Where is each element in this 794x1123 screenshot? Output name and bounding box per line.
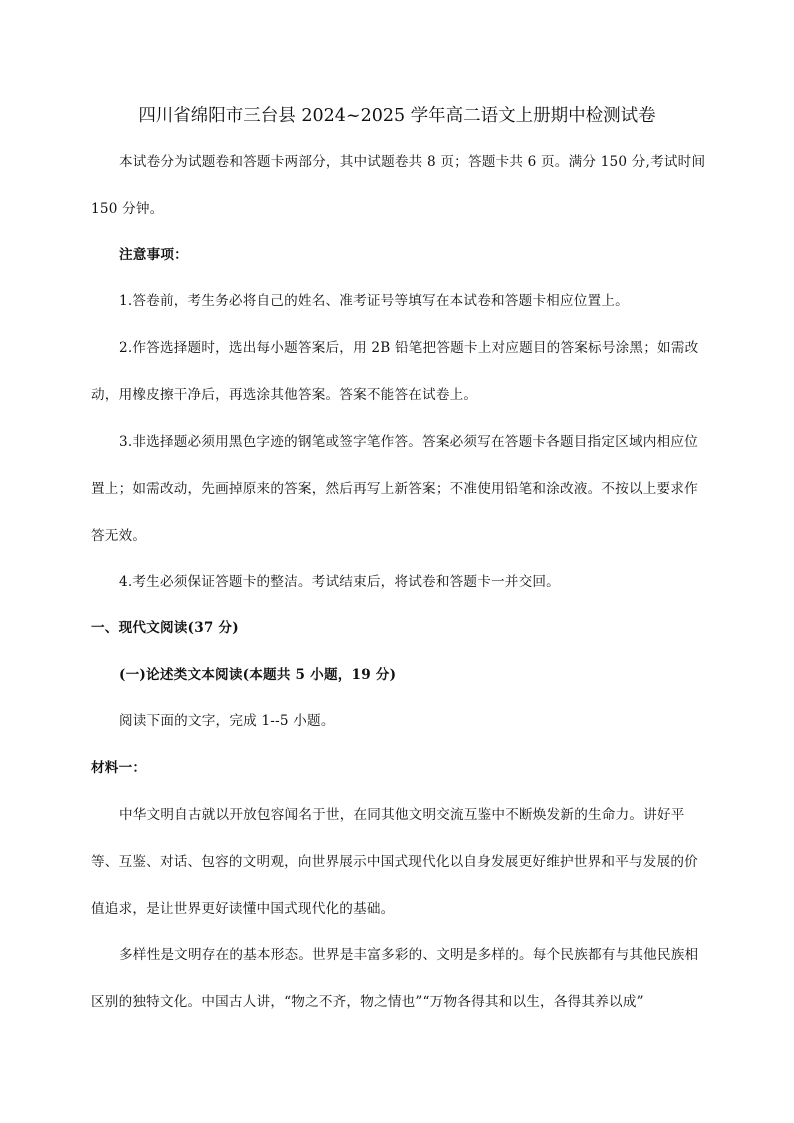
material-1-paragraph-2: 多样性是文明存在的基本形态。世界是丰富多彩的、文明是多样的。每个民族都有与其他民族相区别的独特文化。中国古人讲，“物之不齐，物之情也”“万物各得其和以生，各得其养以成” — [91, 947, 699, 1010]
notice-item-4: 4.考生必须保证答题卡的整洁。考试结束后，将试卷和答题卡一并交回。 — [119, 574, 560, 590]
material-1-heading: 材料一： — [91, 760, 147, 776]
notice-item-3: 3.非选择题必须用黑色字迹的钢笔或签字笔作答。答案必须写在答题卡各题目指定区域内相应位置上；如需改动，先画掉原来的答案，然后再写上新答案；不准使用铅笔和涂改液。不按以上要求作答无效。 — [91, 434, 698, 544]
section-heading-modern-reading: 一、现代文阅读(37 分) — [91, 620, 239, 636]
reading-instruction: 阅读下面的文字，完成 1--5 小题。 — [119, 713, 335, 729]
notice-item-1: 1.答卷前，考生务必将自己的姓名、准考证号等填写在本试卷和答题卡相应位置上。 — [119, 293, 629, 309]
subsection-heading-argumentative: (一)论述类文本阅读(本题共 5 小题，19 分) — [119, 667, 397, 683]
material-1-paragraph-1: 中华文明自古就以开放包容闻名于世，在同其他文明交流互鉴中不断焕发新的生命力。讲好平等、互鉴、对话、包容的文明观，向世界展示中国式现代化以自身发展更好维护世界和平与发展的价值追求，是让世界更好读懂中国式现代化的基础。 — [91, 807, 698, 917]
document-title: 四川省绵阳市三台县 2024~2025 学年高二语文上册期中检测试卷 — [138, 106, 656, 126]
notice-item-2: 2.作答选择题时，选出每小题答案后，用 2B 铅笔把答题卡上对应题目的答案标号涂黑；如需改动，用橡皮擦干净后，再选涂其他答案。答案不能答在试卷上。 — [91, 340, 699, 403]
intro-paragraph: 本试卷分为试题卷和答题卡两部分，其中试题卷共 8 页；答题卡共 6 页。满分 150 分,考试时间 150 分钟。 — [91, 154, 706, 217]
notice-heading: 注意事项： — [119, 247, 188, 263]
